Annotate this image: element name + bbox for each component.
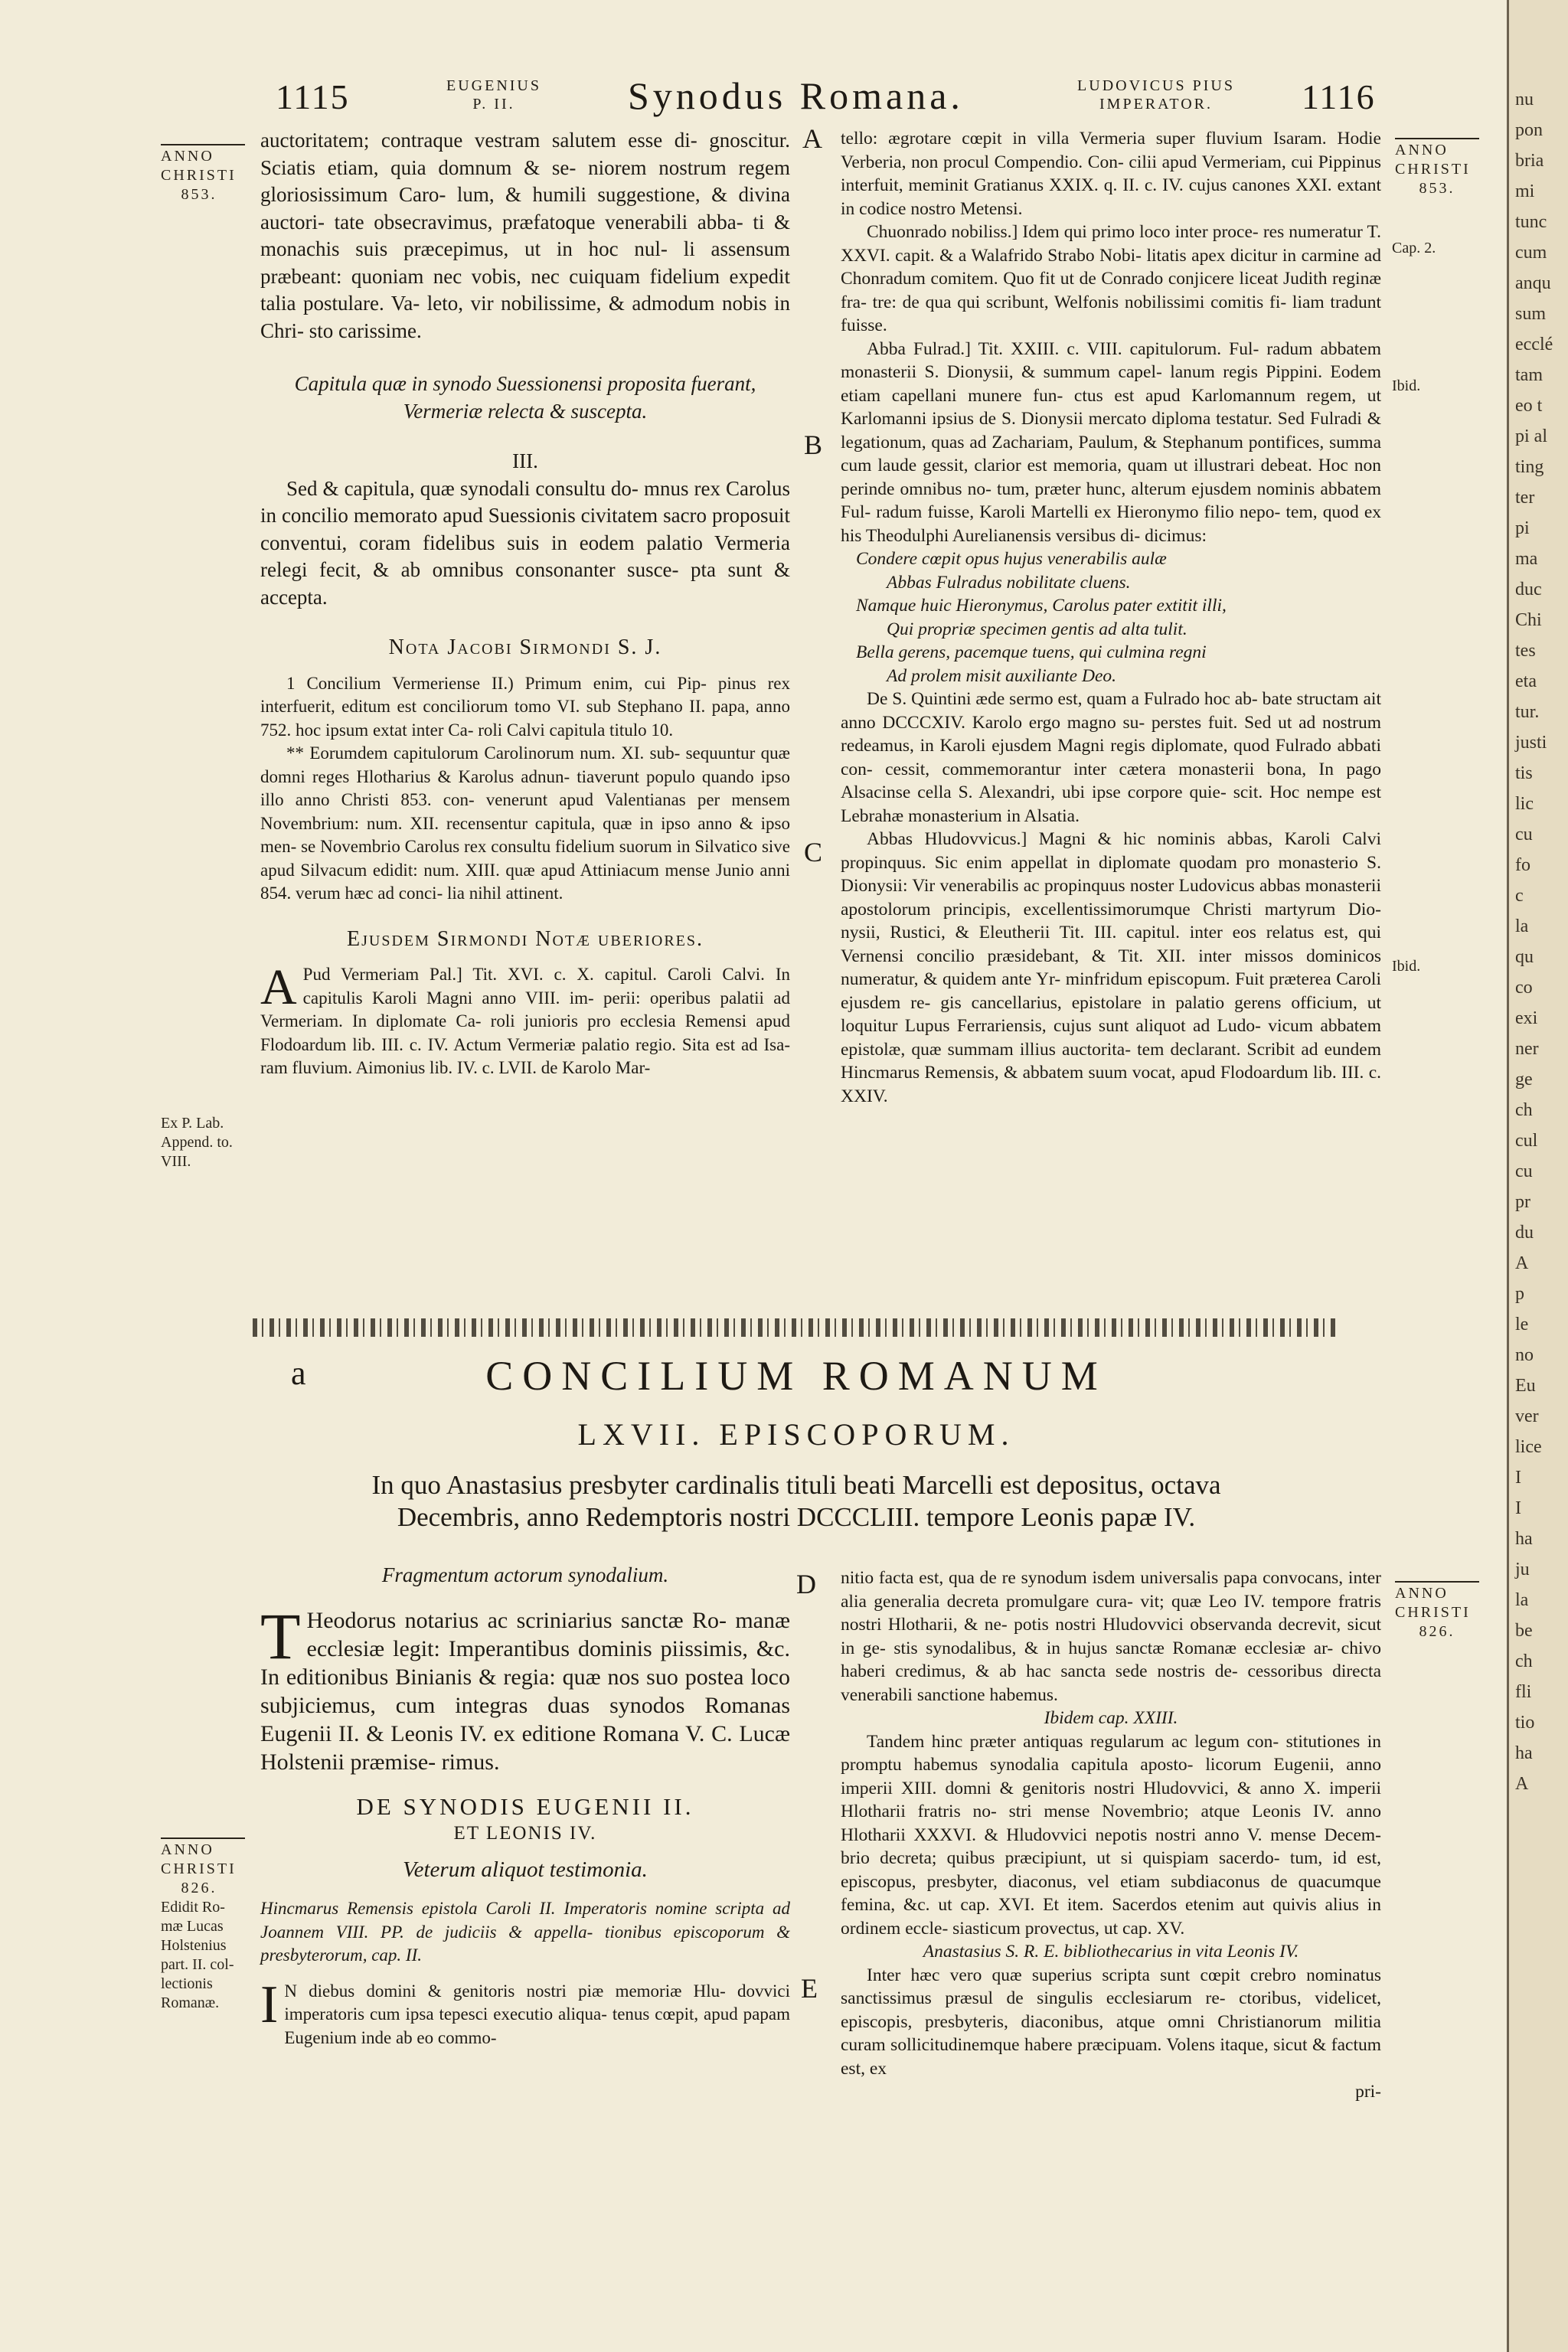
bleed-fragment: ha	[1515, 1529, 1533, 1549]
bleed-fragment: tis	[1515, 763, 1533, 783]
theodorus-paragraph	[260, 1599, 790, 1776]
ibidem-heading: Ibidem cap. XXIII.	[1044, 1708, 1178, 1728]
left-running-title-line2: P. II.	[472, 96, 515, 113]
margin-line: ANNO	[1395, 1585, 1449, 1602]
margin-line: Ex P. Lab.	[161, 1115, 224, 1132]
bleed-fragment: be	[1515, 1621, 1533, 1641]
margin-line: Holstenius	[161, 1937, 227, 1954]
margin-line: Romanæ.	[161, 1994, 220, 2011]
letter-closing-paragraph: auctoritatem; contraque vestram salutem esse di- gnoscitur. Sciatis etiam, quia domnum & se- niorem nostrum regem gloriosissimum Caro- lum, & humili suggestione, & divina auctori- tate obsecravimus, præfatoque venerabili abba- ti & monachis suis præcepimus, ut in hoc nul- li assensum præbeant: quoniam nec vobis, nec cuiquam fidelium expedit talia postulare. Va- leto, vir nobilissime, & admodum nobis in Chri- sto carissime.	[260, 129, 790, 342]
in-diebus-paragraph	[260, 1975, 790, 2050]
margin-line: lectionis	[161, 1975, 213, 1992]
bleed-fragment: fo	[1515, 855, 1530, 875]
bleed-fragment: ting	[1515, 457, 1544, 477]
section-letter-c: C	[804, 837, 823, 867]
bleed-fragment: anqu	[1515, 273, 1551, 293]
margin-rule	[161, 144, 245, 145]
right-running-title-line2: IMPERATOR.	[1099, 96, 1213, 113]
note-2: ** Eorumdem capitulorum Carolinorum num. XI. sub- sequuntur quæ domni reges Hlotharius & Karolus adnun- tiaverunt populo quando ipso illo anno Christi 853. con- venerunt apud Valentianas per mensem Novembrium: num. XII. recensentur capitula, quæ in ipso anno & ipso men- se Novembrio Carolus rex consultu fidelium suorum in Silvatico sive apud Silvacum edidit: num. XIII. quæ apud Attiniacum mense Junio anni 854. verum hæc ad conci- lia nihil attinent.	[260, 743, 790, 903]
ornamental-rule	[253, 1318, 1340, 1337]
bleed-fragment: tio	[1515, 1713, 1535, 1733]
bleed-fragment: p	[1515, 1284, 1524, 1304]
bleed-fragment: ver	[1515, 1406, 1539, 1426]
bleed-fragment: ner	[1515, 1039, 1539, 1059]
et-leonis-heading: ET LEONIS IV.	[453, 1823, 597, 1844]
margin-line: CHRISTI	[1395, 1604, 1471, 1621]
margin-rule	[1395, 1581, 1479, 1583]
bleed-fragment: duc	[1515, 580, 1542, 599]
left-running-title	[429, 77, 559, 113]
anastasius-heading: Anastasius S. R. E. bibliothecarius in vita Leonis IV.	[923, 1942, 1299, 1962]
margin-line: CHRISTI	[161, 1860, 237, 1877]
bleed-fragment: eo t	[1515, 396, 1543, 416]
bleed-fragment: sum	[1515, 304, 1547, 324]
bleed-fragment: ecclé	[1515, 335, 1553, 354]
right-bottom-column	[841, 1566, 1381, 2104]
bleed-fragment: I	[1515, 1468, 1521, 1488]
bleed-fragment: pr	[1515, 1192, 1530, 1212]
right-note-quintini: De S. Quintini æde sermo est, quam a Fulrado hoc ab- bate structam ait anno DCCCXIV. Karolo ergo magno su- perstes fuit. Sed ut ad nostrum redeamus, in Karoli ejusdem Magni regis diplomate, quod Fulrado abbati con- cessit, commemorantur inter cætera monasterii bona, In pago Alsacinse cella S. Alexandri, ubi ipse corpore quie- scit. Hoc nempe est Lebrahæ monasterium in Alsatia.	[841, 689, 1381, 826]
margin-ibid-1: Ibid.	[1392, 377, 1421, 394]
left-running-title-line1: EUGENIUS	[446, 77, 541, 94]
nitio-paragraph: nitio facta est, qua de re synodum isdem universalis papa convocans, inter alia generalia decreta promulgare cura- vit; quæ Leo IV. tempore fratris nostri Hlotharii, & ne- potis nostri Hludovvici observanda decrevit, sicut in ge- stis synodalibus, & in hujus sanctæ Romanæ ecclesiæ ar- chivo haberi credimus, & ab hac sancta sede nostris de- cessoribus directa venerabili sanctione habemus.	[841, 1568, 1381, 1705]
right-page-number: 1116	[1302, 77, 1376, 116]
note-1: 1 Concilium Vermeriense II.) Primum enim, cui Pip- pinus rex interfuerit, editum est conciliorum tomo VI. sub Stephano II. papa, anno 752. hoc ipsum extat inter Ca- roli Calvi capitula titulo 10.	[260, 673, 790, 740]
margin-anno-right-mid	[1395, 1581, 1502, 1642]
bleed-fragment: tes	[1515, 641, 1536, 661]
margin-line: mæ Lucas	[161, 1918, 224, 1935]
bleed-fragment: lice	[1515, 1437, 1542, 1457]
margin-line: ANNO	[1395, 142, 1449, 158]
chapter-numeral: III.	[512, 449, 538, 472]
bleed-fragment: cu	[1515, 825, 1533, 844]
concilium-description-line1: In quo Anastasius presbyter cardinalis tituli beati Marcelli est depositus, octava	[371, 1470, 1221, 1500]
margin-line: ANNO	[161, 1841, 214, 1858]
right-running-title-line1: LUDOVICUS PIUS	[1077, 77, 1235, 94]
bleed-fragment: lic	[1515, 794, 1534, 814]
bleed-fragment: pon	[1515, 120, 1543, 140]
bleed-fragment: la	[1515, 916, 1529, 936]
hincmarus-heading: Hincmarus Remensis epistola Caroli II. Imperatoris nomine scripta ad Joannem VIII. PP. de judiciis & appella- tionibus episcoporum & presbyterorum, cap. II.	[260, 1899, 790, 1965]
bleed-fragment: A	[1515, 1253, 1529, 1273]
bleed-fragment: ju	[1515, 1560, 1530, 1579]
capitula-heading: Capitula quæ in synodo Suessionensi proposita fuerant, Vermeriæ relecta & suscepta.	[294, 372, 756, 423]
dropcap-t: T	[260, 1599, 301, 1673]
de-synodis-heading: DE SYNODIS EUGENII II.	[356, 1792, 694, 1820]
capitula-paragraph: Sed & capitula, quæ synodali consultu do- mnus rex Carolus in concilio memorato apud Suessionis civitatem sacro proposuit conventui, coram fidelibus suis in eodem palatio Vermeria relegi fecit, & ab omnibus consonanter susce- pta sunt & accepta.	[260, 476, 790, 609]
bleed-fragment: Eu	[1515, 1376, 1536, 1396]
bleed-fragment: ha	[1515, 1743, 1533, 1763]
margin-anno-right-top	[1395, 138, 1502, 198]
margin-rule	[161, 1838, 245, 1839]
bleed-fragment: ch	[1515, 1651, 1533, 1671]
verse-line: Bella gerens, pacemque tuens, qui culmina regni	[856, 642, 1207, 662]
dropcap-i: I	[260, 1975, 279, 2034]
tandem-paragraph: Tandem hinc præter antiquas regularum ac legum con- stitutiones in promptu habemus synodalia capitula aposto- licorum Eugenii, anno imperii XIII. domni & genitoris nostri Hludovvici, & anno X. imperii Hlotharii fratris no- stri mense Novembrio; atque Leonis IV. anno Hlotharii XXXVI. & Hludovvici nepotis nostri anno V. mense Decem- brio decreta; quibus præcipiunt, ut si quispiam sacerdo- tum, id est, episcopus, presbyter, diaconus, vel etiam subdiaconus de quacumque femina, &c. ut cap. XVI. Et item. Sacerdos etenim aut quivis alius in ordinem eccle- siasticum provectus, ut cap. XV.	[841, 1731, 1381, 1939]
inter-haec-paragraph: Inter hæc vero quæ superius scripta sunt cœpit crebro nominatus sanctissimus præsul de singulis ecclesiarum re- ctoribus, videlicet, episcopis, presbyteris, diaconibus, atque omni Christianorum militia curam sollicitudinemque habere præcipuam. Volens itaque, sicut & factum est, ex	[841, 1965, 1381, 2079]
left-page-number: 1115	[276, 77, 350, 116]
bleed-fragment: tam	[1515, 365, 1543, 385]
bleed-fragment: fli	[1515, 1682, 1532, 1702]
verse-line: Ad prolem misit auxiliante Deo.	[887, 665, 1117, 686]
bleed-fragment: I	[1515, 1498, 1521, 1518]
bleed-fragment: le	[1515, 1315, 1529, 1334]
bleed-fragment: tur.	[1515, 702, 1540, 722]
bleed-fragment: nu	[1515, 90, 1534, 109]
verse-line: Qui propriæ specimen gentis ad alta tulit.	[887, 619, 1187, 639]
bleed-fragment: cum	[1515, 243, 1547, 263]
bleed-fragment: no	[1515, 1345, 1534, 1365]
bleed-fragment: co	[1515, 978, 1533, 998]
uberiores-heading: Ejusdem Sirmondi Notæ uberiores.	[346, 926, 704, 951]
concilium-title: CONCILIUM ROMANUM	[485, 1353, 1107, 1399]
right-top-column	[841, 127, 1381, 1108]
margin-line: CHRISTI	[161, 167, 237, 184]
bleed-fragment: Chi	[1515, 610, 1542, 630]
in-diebus-text: N diebus domini & genitoris nostri piæ memoriæ Hlu- dovvici imperatoris cum ipsa tepesci executio aliqua- tenus cœpit, apud papam Eugenium inde ab eo commo-	[284, 1981, 790, 2047]
left-bottom-column	[260, 1562, 790, 2050]
margin-line: 853.	[181, 186, 217, 203]
right-note-chuonrado: Chuonrado nobiliss.] Idem qui primo loco inter proce- res numeratur T. XXVI. capit. & a Walafrido Strabo Nobi- litatis apex dicitur in carmine ad Chonradum comitem. Quo fit ut de Conrado conjicere liceat Judith reginæ fra- tre: de qua qui scribunt, Welfonis nobilissimi comitis fi- liam tradunt fuisse.	[841, 222, 1381, 335]
right-note-1: tello: ægrotare cœpit in villa Vermeria super fluvium Isaram. Hodie Verberia, non procul Compendio. Con- cilii apud Vermeriam, cui Pippinus interfuit, meminit Gratianus XXIX. q. II. c. IV. cujus canones XXI. extant in codice nostro Metensi.	[841, 129, 1381, 219]
bleed-fragment: tunc	[1515, 212, 1547, 232]
bleed-fragment: mi	[1515, 181, 1535, 201]
next-page-edge	[1507, 0, 1568, 2352]
concilium-subtitle: LXVII. EPISCOPORUM.	[577, 1417, 1015, 1452]
left-top-column	[260, 127, 790, 1080]
right-note-hludovvicus: Abbas Hludovvicus.] Magni & hic nominis abbas, Karoli Calvi propinquus. Sic enim appellat in diplomate quodam pro monasterio S. Dionysii: Vir venerabilis ac propinquus noster Ludovicus abbas monasterii apostolorum principis, excellentissimorumque Christi martyrum Dio- nysii, Rustici, & Eleutherii Tit. III. capitul. inter eos relatus est, qui Vernensi concilio præsidebant, & Tit. XII. inter missos dominicos numeratur, & quidem ante Yr- minfridum episcopum. Fuit præterea Caroli ejusdem re- gis cancellarius, epistolare in palatio gerens officium, ut loquitur Lupus Ferrariensis, cujus sunt aliquot ad Ludo- vicum abbatem epistolæ, quæ summam illius auctorita- tem declarant. Scribit ad eundem Hincmarus Remensis, & abbatem suum vocat, apud Flodoardum lib. III. c. XXIV.	[841, 829, 1381, 1106]
margin-line: CHRISTI	[1395, 161, 1471, 178]
bleed-fragment: bria	[1515, 151, 1544, 171]
right-note-fulrad: Abba Fulrad.] Tit. XXIII. c. VIII. capitulorum. Ful- radum abbatem monasterii S. Dionysii, & summum capel- lanum regis Pippini. Eodem etiam capellani munere fun- ctus est apud Karlomannum regem, ut Karlomanni ipsius de S. Dionysii mercato diploma testatur. Sed Fulradi & legationum, quas ad Zachariam, Paulum, & Stephanum pontifices, summa cum laude gessit, clarior est memoria, quam ut illustrari debeat. Hoc non perinde omnibus no- tum, præter hunc, alterum ejusdem nominis abbatem Ful- radum fuisse, Karoli Martelli ex Hieronymo filio nepo- tem, quod ex his Theodulphi Aurelianensis versibus di- dicimus:	[841, 338, 1381, 546]
next-page-bleed-text	[1515, 84, 1553, 1799]
bleed-fragment: cul	[1515, 1131, 1538, 1151]
margin-rule	[1395, 138, 1479, 139]
bleed-fragment: justi	[1515, 733, 1547, 753]
bleed-fragment: ge	[1515, 1070, 1533, 1089]
margin-anno-left-top	[161, 144, 253, 204]
verse-line: Namque huic Hieronymus, Carolus pater extitit illi,	[856, 596, 1227, 616]
margin-line: part. II. col-	[161, 1956, 234, 1973]
uberiores-text	[260, 959, 790, 1080]
nota-heading: Nota Jacobi Sirmondi S. J.	[388, 635, 662, 659]
section-letter-b: B	[804, 430, 823, 460]
bleed-fragment: exi	[1515, 1008, 1538, 1028]
margin-line: Append. to.	[161, 1134, 233, 1151]
section-letter-d: D	[796, 1569, 816, 1599]
margin-line: 853.	[1419, 180, 1455, 197]
bleed-fragment: qu	[1515, 947, 1534, 967]
fragment-heading: Fragmentum actorum synodalium.	[381, 1563, 669, 1586]
bleed-fragment: ma	[1515, 549, 1538, 569]
bleed-fragment: eta	[1515, 671, 1537, 691]
margin-line: 826.	[1419, 1623, 1455, 1640]
bleed-fragment: ter	[1515, 488, 1535, 508]
bleed-fragment: cu	[1515, 1161, 1533, 1181]
right-running-title	[1041, 77, 1271, 113]
margin-ibid-2: Ibid.	[1392, 958, 1421, 975]
veterum-heading: Veterum aliquot testimonia.	[403, 1857, 648, 1882]
bleed-fragment: ch	[1515, 1100, 1533, 1120]
footnote-marker-a: a	[291, 1354, 306, 1392]
concilium-description-line2: Decembris, anno Redemptoris nostri DCCCLIII. tempore Leonis papæ IV.	[397, 1502, 1196, 1532]
margin-line: Edidit Ro-	[161, 1899, 225, 1916]
margin-cap2: Cap. 2.	[1392, 240, 1436, 256]
margin-line: ANNO	[161, 148, 214, 165]
margin-ex-lab	[161, 1114, 253, 1171]
section-letter-e: E	[801, 1973, 818, 2004]
center-running-title: Synodus Romana.	[628, 74, 964, 117]
catchword: pri-	[1355, 2082, 1381, 2102]
bleed-fragment: pi al	[1515, 426, 1547, 446]
uberiores-text-body: Pud Vermeriam Pal.] Tit. XVI. c. X. capitul. Caroli Calvi. In capitulis Karoli Magni anno VIII. im- perii: operibus palatii ad Vermeriam. In diplomate Ca- roli junioris pro ecclesia Remensi apud Flodoardum lib. III. c. IV. Actum Vermeriæ palatio regio. Sita est ad Isa- ram fluvium. Aimonius lib. IV. c. LVII. de Karolo Mar-	[260, 965, 790, 1077]
margin-line: VIII.	[161, 1153, 191, 1170]
bleed-fragment: pi	[1515, 518, 1530, 538]
bleed-fragment: A	[1515, 1774, 1529, 1794]
theodorus-text: Heodorus notarius ac scriniarius sanctæ Ro- manæ ecclesiæ legit: Imperantibus dominis piissimis, &c. In editionibus Binianis & regia: quæ nos suo postea loco subjiciemus, cum integras duas synodos Romanas Eugenii II. & Leonis IV. ex editione Romana V. C. Lucæ Holstenii præmise- rimus.	[260, 1607, 790, 1775]
bleed-fragment: c	[1515, 886, 1524, 906]
bleed-fragment: du	[1515, 1223, 1534, 1243]
dropcap-a: A	[260, 959, 297, 1015]
verse-line: Condere cœpit opus hujus venerabilis aulæ	[856, 549, 1167, 569]
margin-anno-left-bottom	[161, 1838, 253, 2013]
margin-line: 826.	[181, 1880, 217, 1896]
bleed-fragment: la	[1515, 1590, 1529, 1610]
section-letter-a: A	[802, 123, 822, 154]
verse-line: Abbas Fulradus nobilitate cluens.	[887, 572, 1131, 593]
